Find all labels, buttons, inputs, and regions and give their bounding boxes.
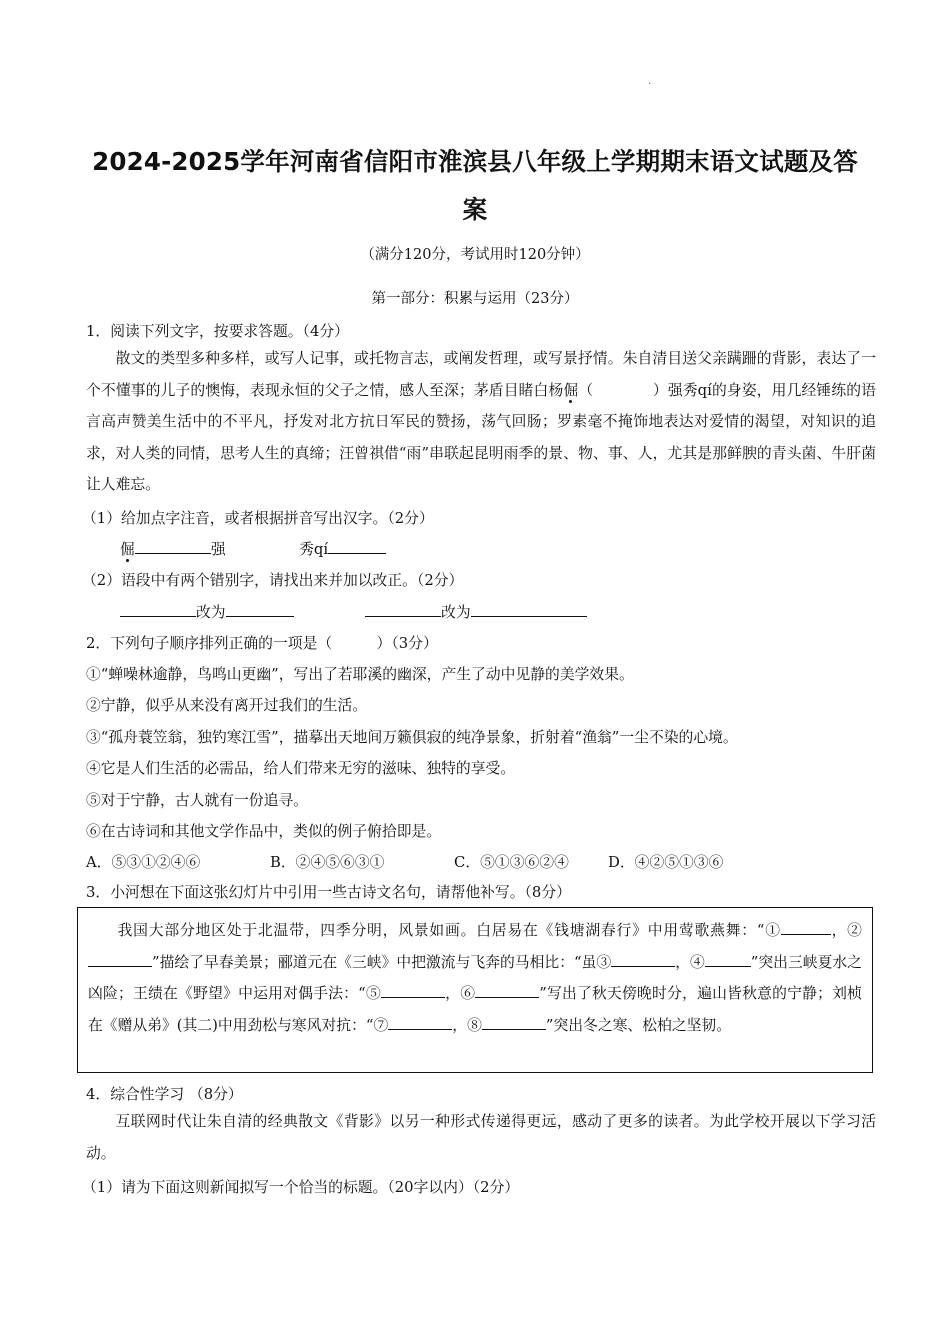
title-line-1: 2024-2025学年河南省信阳市淮滨县八年级上学期期末语文试题及答	[92, 147, 858, 176]
q3-text-8: ，⑧	[452, 1016, 482, 1034]
q1-change-to-2: 改为	[441, 604, 471, 621]
q2-sentence-4: ④它是人们生活的必需品，给人们带来无穷的滋味、独特的享受。	[86, 760, 516, 777]
q2-sentence-3: ③“孤舟蓑笠翁，独钓寒江雪”，描摹出天地间万籁俱寂的纯净景象，折射着“渔翁”一尘不染的心境。	[86, 729, 738, 746]
q3-blank-4[interactable]	[705, 952, 751, 967]
q2-sentence-6: ⑥在古诗词和其他文学作品中，类似的例子俯拾即是。	[86, 823, 442, 840]
q4-stem: 4．综合性学习 （8分）	[86, 1086, 243, 1103]
q1-correct-char-blank-2[interactable]	[471, 602, 587, 617]
q2-option-b[interactable]: B．②④⑤⑥③①	[270, 854, 385, 871]
q1-correct-char-blank-1[interactable]	[226, 602, 294, 617]
q3-blank-1[interactable]	[781, 920, 831, 935]
q3-blank-5[interactable]	[381, 983, 445, 998]
q4-sub1: （1）请为下面这则新闻拟写一个恰当的标题。（20字以内）（2分）	[82, 1179, 520, 1196]
q3-text-1: 我国大部分地区处于北温带，四季分明，风景如画。白居易在《钱塘湖春行》中用莺歌燕舞：“①	[117, 922, 781, 939]
q2-option-d[interactable]: D．④②⑤①③⑥	[608, 854, 724, 871]
q1-char-xiuqi: 秀qí	[299, 541, 329, 558]
header-dot: .	[648, 76, 652, 87]
q3-text-2: ，②	[830, 922, 862, 939]
q1-wrong-char-blank-1[interactable]	[120, 602, 196, 617]
exam-title	[80, 138, 870, 234]
title-line-2: 案	[462, 195, 488, 224]
q3-blank-7[interactable]	[388, 1015, 452, 1030]
q3-blank-8[interactable]	[482, 1015, 546, 1030]
q1-passage-part-a: 散文的类型多种多样，或写人记事，或托物言志，或阐发哲理，或写景抒情。朱自清目送父亲蹒跚的背影，表达了一个不懂事的儿子的懊悔，表现永恒的父子之情，感人至深；茅盾目睹白杨	[86, 350, 876, 399]
q2-option-a[interactable]: A．⑤③①②④⑥	[86, 854, 201, 871]
q2-sentence-5: ⑤对于宁静，古人就有一份追寻。	[86, 792, 308, 809]
q1-hanzi-blank[interactable]	[328, 539, 386, 554]
q2-sentence-1: ①“蝉噪林逾静，鸟鸣山更幽”，写出了若耶溪的幽深，产生了动中见静的美学效果。	[86, 666, 634, 683]
q3-text-5: ”突出三峡夏水之凶险；王绩在《野望》中运用对偶手法：“⑤	[88, 953, 862, 1002]
q2-stem: 2．下列句子顺序排列正确的一项是（ ）（3分）	[86, 635, 438, 652]
q1-change-to-1: 改为	[196, 604, 226, 621]
part-one-heading: 第一部分：积累与运用（23分）	[371, 291, 579, 307]
q1-sub2: （2）语段中有两个错别字，请找出来并加以改正。（2分）	[82, 572, 464, 589]
q4-intro: 互联网时代让朱自清的经典散文《背影》以另一种形式传递得更远，感动了更多的读者。为此学校开展以下学习活动。	[86, 1113, 876, 1162]
q3-text-9: ”突出冬之寒、松柏之坚韧。	[545, 1016, 732, 1034]
q2-sentence-2: ②宁静，似乎从来没有离开过我们的生活。	[86, 697, 368, 714]
q1-passage	[86, 343, 876, 501]
q2-options	[86, 851, 723, 872]
q3-slide-box	[77, 907, 873, 1073]
q1-sub1-answers	[120, 538, 386, 559]
exam-subtitle: （满分120分，考试用时120分钟）	[360, 247, 590, 263]
q2-option-c[interactable]: C．⑤①③⑥②④	[454, 854, 569, 871]
q1-char-jue: 倔	[120, 541, 135, 558]
q3-text-7: ”写出了秋天傍晚时分，遍山皆秋意的宁静；刘桢在《赠从弟》(其二)中用劲松与寒风对抗：“⑦	[88, 985, 862, 1034]
q3-text-6: ，⑥	[444, 985, 476, 1002]
q3-text-3: ”描绘了早春美景；郦道元在《三峡》中把激流与飞奔的马相比：“虽③	[152, 953, 612, 971]
q3-blank-6[interactable]	[475, 983, 539, 998]
q3-blank-2[interactable]	[88, 952, 152, 967]
q3-text-4: ，④	[675, 953, 705, 971]
q1-sub2-answers	[120, 601, 587, 622]
q1-sub1: （1）给加点字注音，或者根据拼音写出汉字。（2分）	[82, 510, 434, 527]
q1-stem: 1．阅读下列文字，按要求答题。（4分）	[86, 323, 349, 340]
q1-char-qiang: 强	[210, 541, 226, 558]
q1-passage-part-b: （ ）强秀qí的身姿，用几经锤练的语言高声赞美生活中的不平凡，抒发对北方抗日军民的赞扬，荡气回肠；罗素毫不掩饰地表达对爱情的渴望，对知识的追求，对人类的同情，思考人生的真缔；汪曾祺借“雨”串联起昆明雨季的景、物、事、人，尤其是那鲜腴的青头菌、牛肝菌让人难忘。	[86, 381, 876, 493]
q3-blank-3[interactable]	[611, 952, 675, 967]
q1-wrong-char-blank-2[interactable]	[365, 602, 441, 617]
q1-pinyin-blank[interactable]	[135, 539, 211, 554]
q3-stem: 3．小河想在下面这张幻灯片中引用一些古诗文名句，请帮他补写。（8分）	[86, 884, 571, 901]
q1-passage-dotted-char: 倔	[563, 381, 579, 399]
